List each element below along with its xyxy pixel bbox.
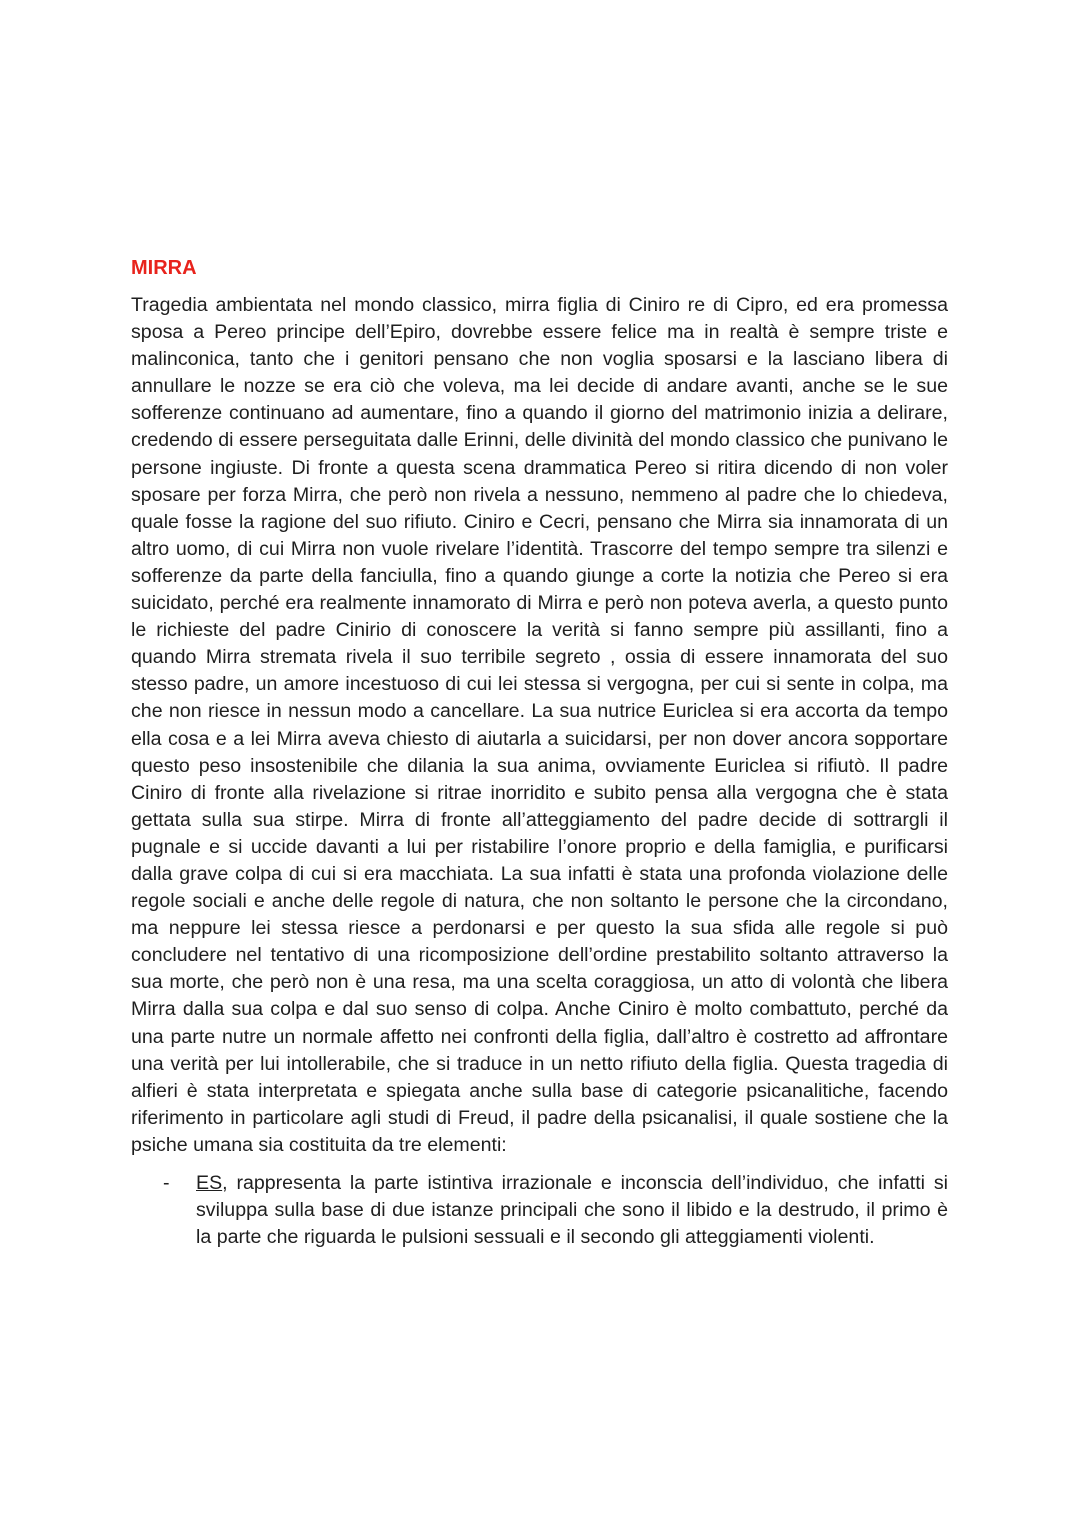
list-item xyxy=(131,1170,948,1251)
list-item-text: , rappresenta la parte istintiva irrazionale e inconscia dell’individuo, che infatti si sviluppa sulla base di due istanze principali che sono il libido e la destrudo, il primo è la parte che riguarda le pulsioni sessuali e il secondo gli atteggiamenti violenti. xyxy=(196,1172,948,1249)
list-item-term: ES xyxy=(196,1172,223,1194)
dash-bullet: - xyxy=(163,1172,170,1194)
bullet-list xyxy=(131,1170,948,1251)
document-title: MIRRA xyxy=(131,257,197,279)
body-paragraph: Tragedia ambientata nel mondo classico, mirra figlia di Ciniro re di Cipro, ed era promessa sposa a Pereo principe dell’Epiro, dovrebbe essere felice ma in realtà è sempre triste e malinconica, tanto che i genitori pensano che non voglia sposarsi e la lasciano libera di annullare le nozze se era ciò che voleva, ma lei decide di andare avanti, anche se le sue sofferenze continuano ad aumentare, fino a quando il giorno del matrimonio inizia a delirare, credendo di essere perseguitata dalle Erinni, delle divinità del mondo classico che punivano le persone ingiuste. Di fronte a questa scena drammatica Pereo si ritira dicendo di non voler sposare per forza Mirra, che però non rivela a nessuno, nemmeno al padre che lo chiedeva, quale fosse la ragione del suo rifiuto. Ciniro e Cecri, pensano che Mirra sia innamorata di un altro uomo, di cui Mirra non vuole rivelare l’identità. Trascorre del tempo sempre tra silenzi e sofferenze da parte della fanciulla, fino a quando giunge a corte la notizia che Pereo si era suicidato, perché era realmente innamorato di Mirra e però non poteva averla, a questo punto le richieste del padre Cinirio di conoscere la verità si fanno sempre più assillanti, fino a quando Mirra stremata rivela il suo terribile segreto , ossia di essere innamorata del suo stesso padre, un amore incestuoso di cui lei stessa si vergogna, per cui si sente in colpa, ma che non riesce in nessun modo a cancellare. La sua nutrice Euriclea si era accorta da tempo ella cosa e a lei Mirra aveva chiesto di aiutarla a suicidarsi, per non dover ancora sopportare questo peso insostenibile che dilania la sua anima, ovviamente Euriclea si rifiutò. Il padre Ciniro di fronte alla rivelazione si ritrae inorridito e subito pensa alla vergogna che è stata gettata sulla sua stirpe. Mirra di fronte all’atteggiamento del padre decide di sottrargli il pugnale e si uccide davanti a lui per ristabilire l’onore proprio e della famiglia, e purificarsi dalla grave colpa di cui si era macchiata. La sua infatti è stata una profonda violazione delle regole sociali e anche delle regole di natura, che non soltanto le persone che la circondano, ma neppure lei stessa riesce a perdonarsi e per questo la sua sfida alle regole si può concludere nel tentativo di una ricomposizione dell’ordine prestabilito soltanto attraverso la sua morte, che però non è una resa, ma una scelta coraggiosa, un atto di volontà che libera Mirra dalla sua colpa e dal suo senso di colpa. Anche Ciniro è molto combattuto, perché da una parte nutre un normale affetto nei confronti della figlia, dall’altro è costretto ad affrontare una verità per lui intollerabile, che si traduce in un netto rifiuto della figlia. Questa tragedia di alfieri è stata interpretata e spiegata anche sulla base di categorie psicanalitiche, facendo riferimento in particolare agli studi di Freud, il padre della psicanalisi, il quale sostiene che la psiche umana sia costituita da tre elementi: xyxy=(131,294,948,1156)
document-page xyxy=(131,255,948,1251)
